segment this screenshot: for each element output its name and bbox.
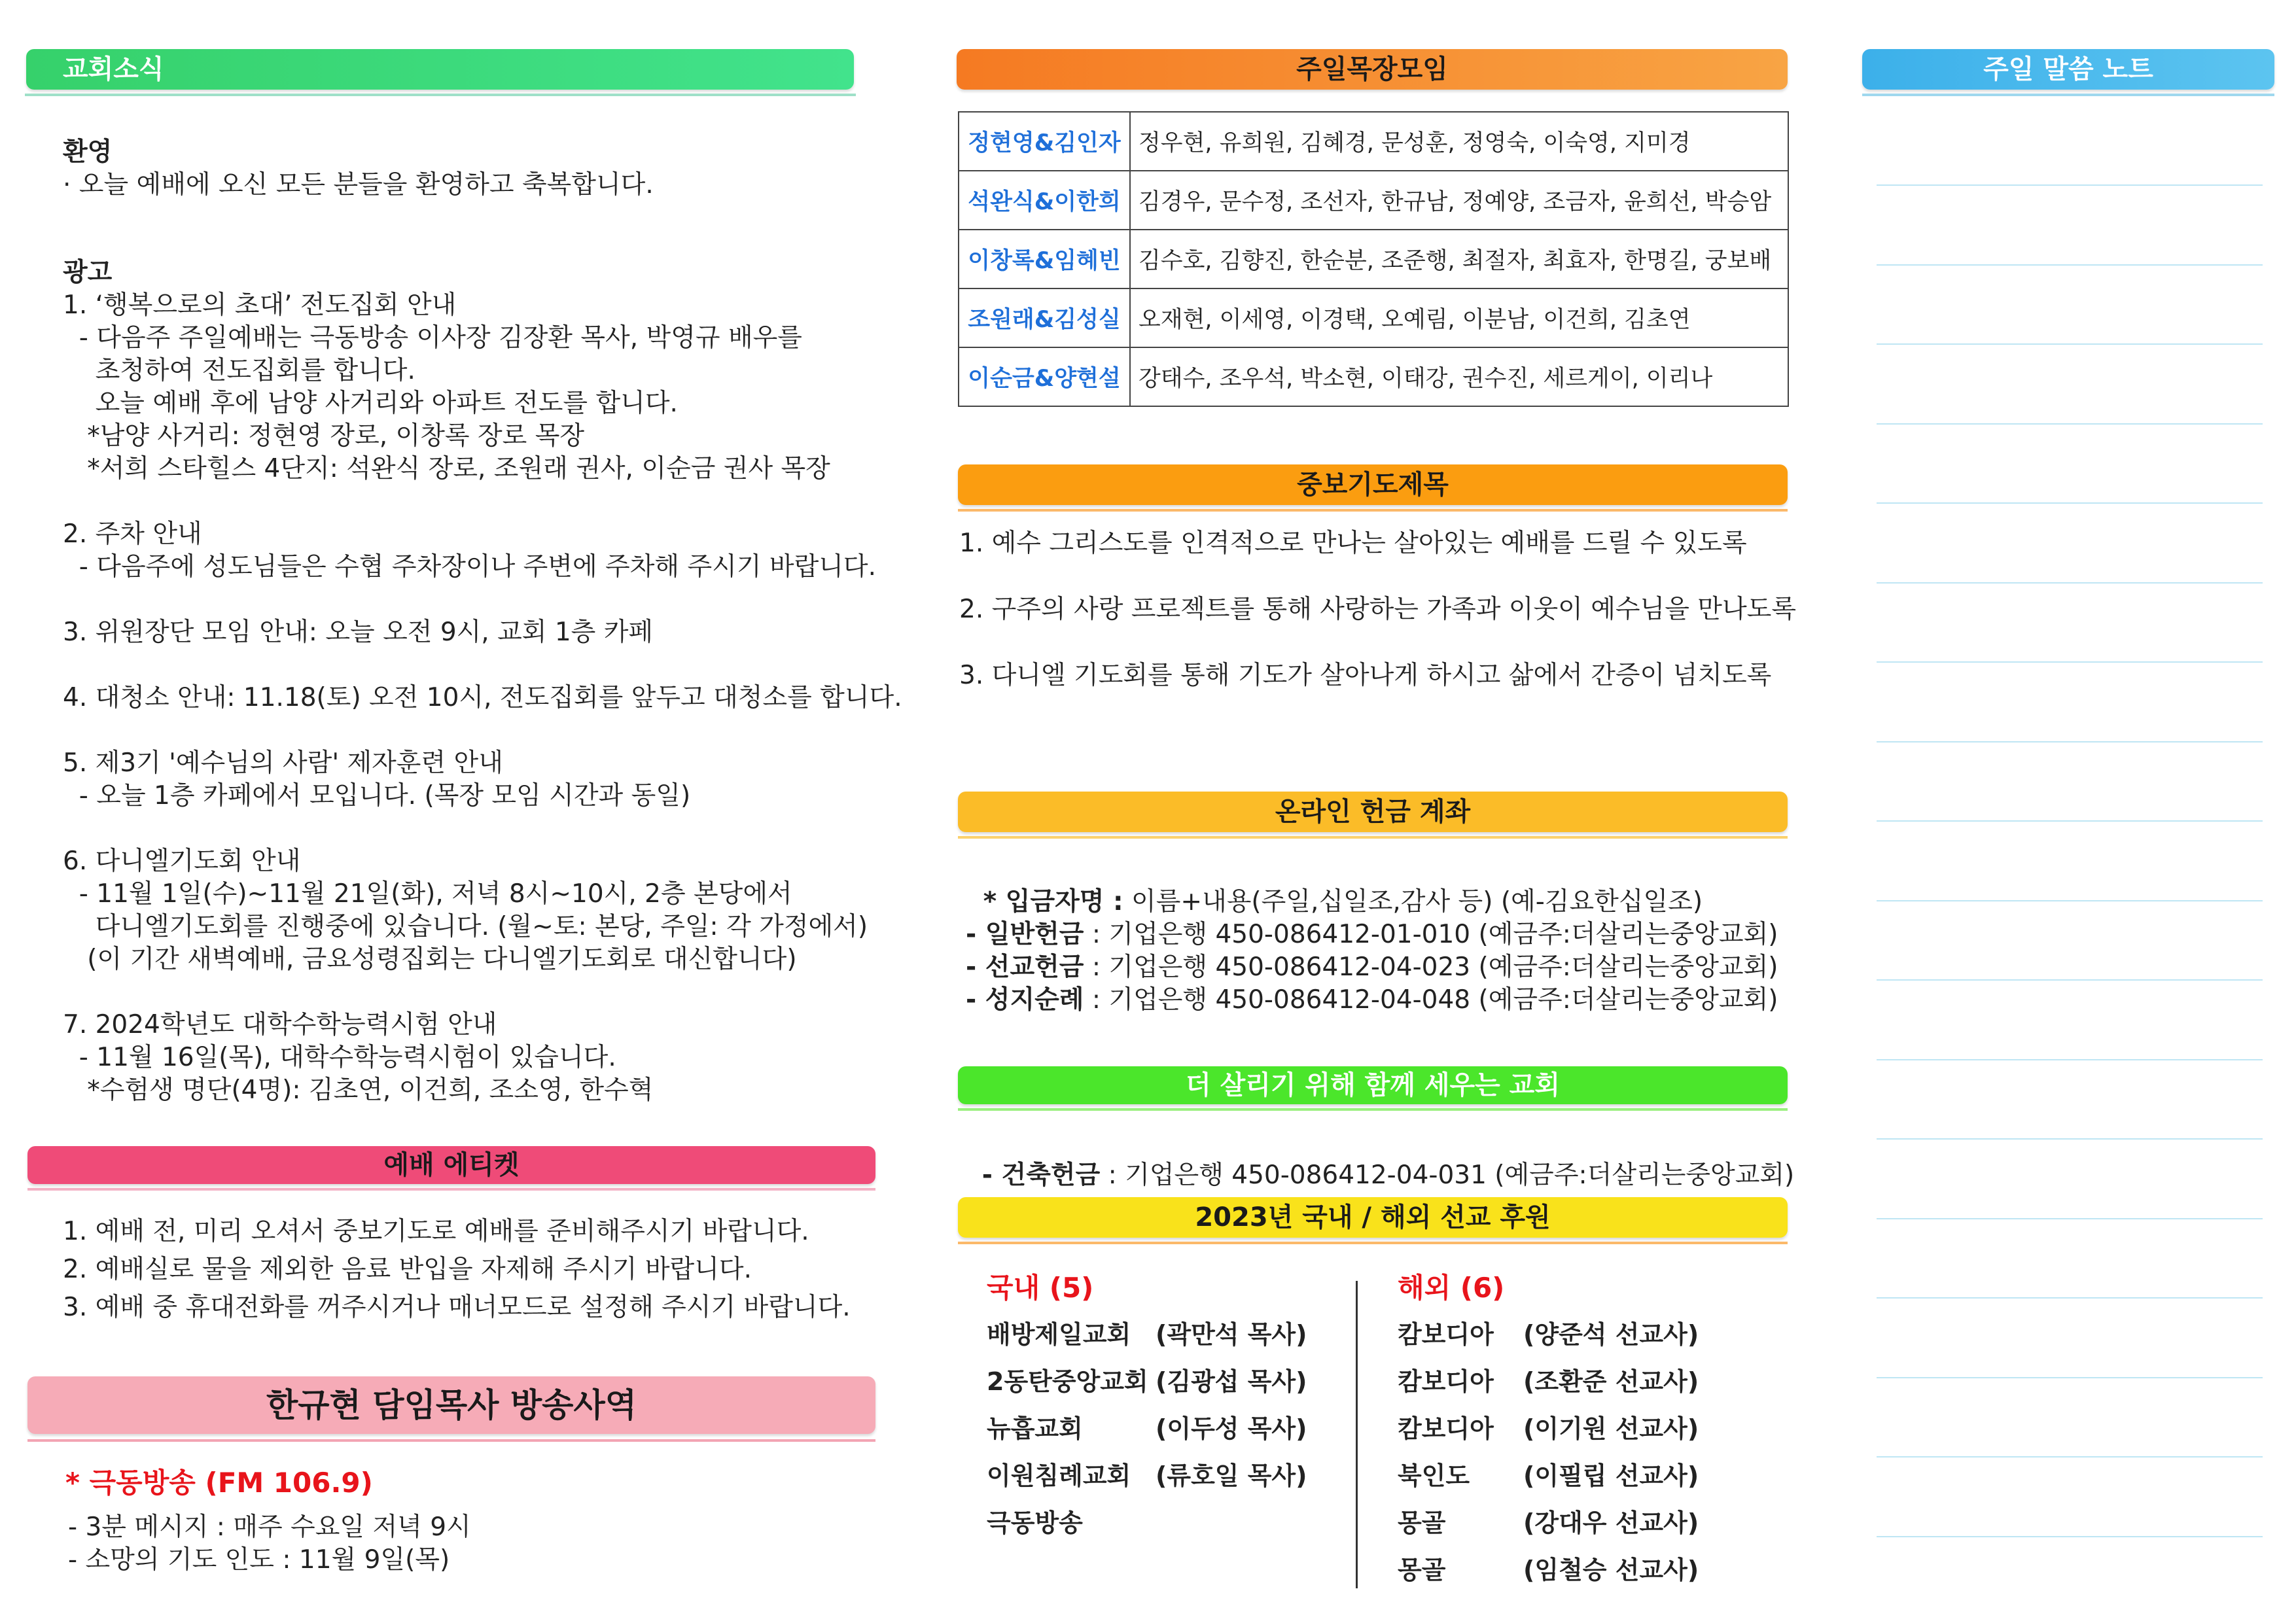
prayer-line: 2. 구주의 사랑 프로젝트를 통해 사랑하는 가족과 이웃이 예수님을 만나도록 [959, 595, 1797, 624]
etiquette-line: 3. 예배 중 휴대전화를 꺼주시거나 매너모드로 설정해 주시기 바랍니다. [63, 1293, 851, 1322]
mission-name: 2동탄중앙교회 [987, 1367, 1148, 1396]
ad-line: *수험생 명단(4명): 김초연, 이건희, 조소영, 한수혁 [63, 1075, 654, 1105]
ad-line [63, 649, 902, 682]
mission-pastor: (임철승 선교사) [1523, 1556, 1699, 1584]
account-label: - 성지순례 [966, 985, 1084, 1015]
note-line [1877, 979, 2263, 981]
building-header [958, 1066, 1788, 1104]
ad-line: 4. 대청소 안내: 11.18(토) 오전 10시, 전도집회를 앞두고 대청소를 합니다. [63, 683, 902, 712]
mission-name: 몽골 [1398, 1556, 1446, 1584]
note-line [1877, 502, 2263, 504]
mission-header [958, 1197, 1788, 1238]
mokjang-leader: 이창록&임혜빈 [959, 230, 1130, 288]
ad-line: - 11월 1일(수)~11월 21일(화), 저녁 8시~10시, 2층 본당에서 [63, 879, 792, 909]
prayer-line: 3. 다니엘 기도회를 통해 기도가 살아나게 하시고 삶에서 간증이 넘치도록 [959, 661, 1772, 690]
mokjang-row [959, 230, 1788, 288]
welcome-text: · 오늘 예배에 오신 모든 분들을 환영하고 축복합니다. [63, 170, 654, 200]
account-line [966, 918, 1778, 951]
note-line [1877, 741, 2263, 742]
ad-line: 2. 주차 안내 [63, 519, 202, 549]
etiquette-line: 1. 예배 전, 미리 오셔서 중보기도로 예배를 준비해주시기 바랍니다. [63, 1217, 809, 1246]
account-label: - 일반헌금 [966, 920, 1084, 949]
ad-line: (이 기간 새벽예배, 금요성령집회는 다니엘기도회로 대신합니다) [63, 945, 797, 974]
mission-name: 뉴흡교회 [987, 1414, 1083, 1443]
prayer-header [958, 464, 1788, 505]
mission-divider [1356, 1281, 1358, 1588]
ad-line: 초청하여 전도집회를 합니다. [63, 356, 415, 385]
mission-item [1398, 1546, 1764, 1594]
note-line [1877, 423, 2263, 425]
ad-list [63, 289, 902, 1107]
broadcast-line: - 소망의 기도 인도 : 11월 9일(목) [68, 1545, 450, 1575]
mission-name: 몽골 [1398, 1509, 1446, 1537]
online-header [958, 792, 1788, 832]
broadcast-header [27, 1376, 875, 1434]
online-header-label: 온라인 헌금 계좌 [1275, 797, 1471, 827]
ad-line: 오늘 예배 후에 남양 사거리와 아파트 전도를 합니다. [63, 389, 678, 418]
mokjang-header [957, 49, 1788, 90]
building-line [966, 1126, 1794, 1192]
note-line [1877, 1218, 2263, 1219]
mission-name: 극동방송 [987, 1509, 1083, 1537]
welcome-title: 환영 [63, 137, 113, 167]
depositor-label: * 입금자명 : [983, 887, 1123, 916]
mission-item [1398, 1499, 1764, 1546]
ad-line [63, 714, 902, 747]
mission-pastor: (류호일 목사) [1156, 1461, 1307, 1490]
news-underline [25, 94, 856, 96]
news-header [26, 49, 854, 90]
note-line [1877, 820, 2263, 822]
notes-underline [1862, 94, 2274, 96]
mission-item [987, 1311, 1353, 1358]
mission-item [987, 1452, 1353, 1499]
building-header-label: 더 살리기 위해 함께 세우는 교회 [1186, 1070, 1560, 1100]
ad-line: - 다음주 주일예배는 극동방송 이사장 김장환 목사, 박영규 배우를 [63, 323, 802, 353]
etiquette-header-label: 예배 에티켓 [383, 1150, 520, 1180]
mission-item [1398, 1405, 1764, 1452]
news-header-label: 교회소식 [63, 54, 164, 84]
mokjang-leader: 석완식&이한희 [959, 171, 1130, 230]
mission-name: 북인도 [1398, 1461, 1470, 1490]
ad-line: - 오늘 1층 카페에서 모입니다. (목장 모임 시간과 동일) [63, 781, 691, 811]
note-line [1877, 1377, 2263, 1378]
broadcast-line: - 3분 메시지 : 매주 수요일 저녁 9시 [68, 1512, 471, 1542]
building-label: - 건축헌금 [981, 1161, 1101, 1190]
mokjang-members: 오재현, 이세영, 이경택, 오예림, 이분남, 이건희, 김초연 [1130, 288, 1788, 347]
mission-name: 이원침례교회 [987, 1461, 1131, 1490]
mission-pastor: (이필립 선교사) [1523, 1461, 1699, 1490]
mission-underline [958, 1242, 1788, 1244]
etiquette-underline [27, 1188, 875, 1191]
account-label: - 선교헌금 [966, 952, 1084, 982]
prayer-header-label: 중보기도제목 [1297, 470, 1449, 500]
note-line [1877, 1059, 2263, 1060]
mission-pastor: (이기원 선교사) [1523, 1414, 1699, 1443]
account-text: : 기업은행 450-086412-04-048 (예금주:더살리는중앙교회) [1084, 985, 1778, 1015]
mission-item [1398, 1311, 1764, 1358]
mokjang-row [959, 347, 1788, 406]
mission-pastor: (이두성 목사) [1156, 1414, 1307, 1443]
prayer-list [959, 527, 1796, 725]
broadcast-list [68, 1511, 471, 1577]
prayer-underline [958, 509, 1788, 512]
mission-item [987, 1358, 1353, 1405]
ad-line: 6. 다니엘기도회 안내 [63, 846, 301, 876]
prayer-line: 1. 예수 그리스도를 인격적으로 만나는 살아있는 예배를 드릴 수 있도록 [959, 529, 1747, 558]
ad-line [63, 812, 902, 845]
mission-pastor: (곽만석 목사) [1156, 1320, 1307, 1349]
ad-line: 다니엘기도회를 진행중에 있습니다. (월~토: 본당, 주일: 각 가정에서) [63, 912, 868, 941]
depositor-line [967, 853, 1703, 918]
mission-item [1398, 1452, 1764, 1499]
ad-title: 광고 [63, 258, 113, 287]
mokjang-table [958, 111, 1789, 407]
mission-name: 캄보디아 [1398, 1414, 1494, 1443]
broadcast-header-label: 한규현 담임목사 방송사역 [266, 1386, 637, 1424]
mokjang-members: 강태수, 조우석, 박소현, 이태강, 권수진, 세르게이, 이리나 [1130, 347, 1788, 406]
ad-line: *서희 스타힐스 4단지: 석완식 장로, 조원래 권사, 이순금 권사 목장 [63, 454, 830, 483]
depositor-text: 이름+내용(주일,십일조,감사 등) (예-김요한십일조) [1123, 887, 1703, 916]
mission-pastor: (양준석 선교사) [1523, 1320, 1699, 1349]
overseas-list [1398, 1311, 1764, 1599]
mokjang-leader: 정현영&김인자 [959, 112, 1130, 171]
notes-header [1862, 49, 2274, 90]
broadcast-station: * 극동방송 (FM 106.9) [65, 1467, 373, 1499]
ad-line: - 11월 16일(목), 대학수학능력시험이 있습니다. [63, 1043, 616, 1072]
mission-item [1398, 1358, 1764, 1405]
mokjang-row [959, 171, 1788, 230]
account-line [966, 951, 1778, 984]
mission-header-label: 2023년 국내 / 해외 선교 후원 [1195, 1202, 1551, 1232]
etiquette-line: 2. 예배실로 물을 제외한 음료 반입을 자제해 주시기 바랍니다. [63, 1255, 752, 1284]
account-text: : 기업은행 450-086412-04-023 (예금주:더살리는중앙교회) [1084, 952, 1778, 982]
mokjang-members: 정우현, 유희원, 김혜경, 문성훈, 정영숙, 이숙영, 지미경 [1130, 112, 1788, 171]
ad-line [63, 584, 902, 616]
note-line [1877, 264, 2263, 266]
note-line [1877, 1536, 2263, 1537]
building-text: : 기업은행 450-086412-04-031 (예금주:더살리는중앙교회) [1100, 1161, 1795, 1190]
note-line [1877, 1456, 2263, 1457]
note-line [1877, 343, 2263, 345]
note-line [1877, 1297, 2263, 1299]
mokjang-members: 김경우, 문수정, 조선자, 한규남, 정예양, 조금자, 윤희선, 박승암 [1130, 171, 1788, 230]
overseas-title: 해외 (6) [1398, 1272, 1505, 1304]
ad-line: 5. 제3기 '예수님의 사람' 제자훈련 안내 [63, 748, 503, 778]
note-line [1877, 184, 2263, 186]
mission-name: 캄보디아 [1398, 1320, 1494, 1349]
mission-item [987, 1499, 1353, 1546]
mokjang-members: 김수호, 김향진, 한순분, 조준행, 최절자, 최효자, 한명길, 궁보배 [1130, 230, 1788, 288]
ad-line: *남양 사거리: 정현영 장로, 이창록 장로 목장 [63, 421, 585, 451]
ad-line [63, 976, 902, 1009]
mission-pastor: (조환준 선교사) [1523, 1367, 1699, 1396]
ad-line: - 다음주에 성도님들은 수협 주차장이나 주변에 주차해 주시기 바랍니다. [63, 552, 876, 582]
notes-header-label: 주일 말씀 노트 [1983, 54, 2153, 84]
note-line [1877, 1138, 2263, 1140]
mission-pastor: (김광섭 목사) [1156, 1367, 1307, 1396]
etiquette-header [27, 1146, 875, 1184]
broadcast-underline [27, 1439, 875, 1442]
ad-line: 7. 2024학년도 대학수학능력시험 안내 [63, 1010, 497, 1039]
domestic-list [987, 1311, 1353, 1573]
mission-item [987, 1405, 1353, 1452]
mokjang-row [959, 112, 1788, 171]
mokjang-leader: 조원래&김성실 [959, 288, 1130, 347]
etiquette-list [63, 1215, 851, 1329]
mission-name: 캄보디아 [1398, 1367, 1494, 1396]
ad-line: 3. 위원장단 모임 안내: 오늘 오전 9시, 교회 1층 카페 [63, 618, 654, 647]
account-list [966, 918, 1778, 1017]
domestic-title: 국내 (5) [987, 1272, 1094, 1304]
note-line [1877, 900, 2263, 901]
note-line [1877, 582, 2263, 584]
note-line [1877, 661, 2263, 663]
mission-pastor: (강대우 선교사) [1523, 1509, 1699, 1537]
building-underline [958, 1108, 1788, 1111]
online-underline [958, 836, 1788, 839]
mission-name: 배방제일교회 [987, 1320, 1131, 1349]
ad-line [63, 485, 902, 518]
account-text: : 기업은행 450-086412-01-010 (예금주:더살리는중앙교회) [1084, 920, 1778, 949]
mokjang-header-label: 주일목장모임 [1296, 54, 1448, 84]
ad-line: 1. ‘행복으로의 초대’ 전도집회 안내 [63, 290, 457, 320]
mokjang-row [959, 288, 1788, 347]
account-line [966, 984, 1778, 1017]
mokjang-leader: 이순금&양현설 [959, 347, 1130, 406]
